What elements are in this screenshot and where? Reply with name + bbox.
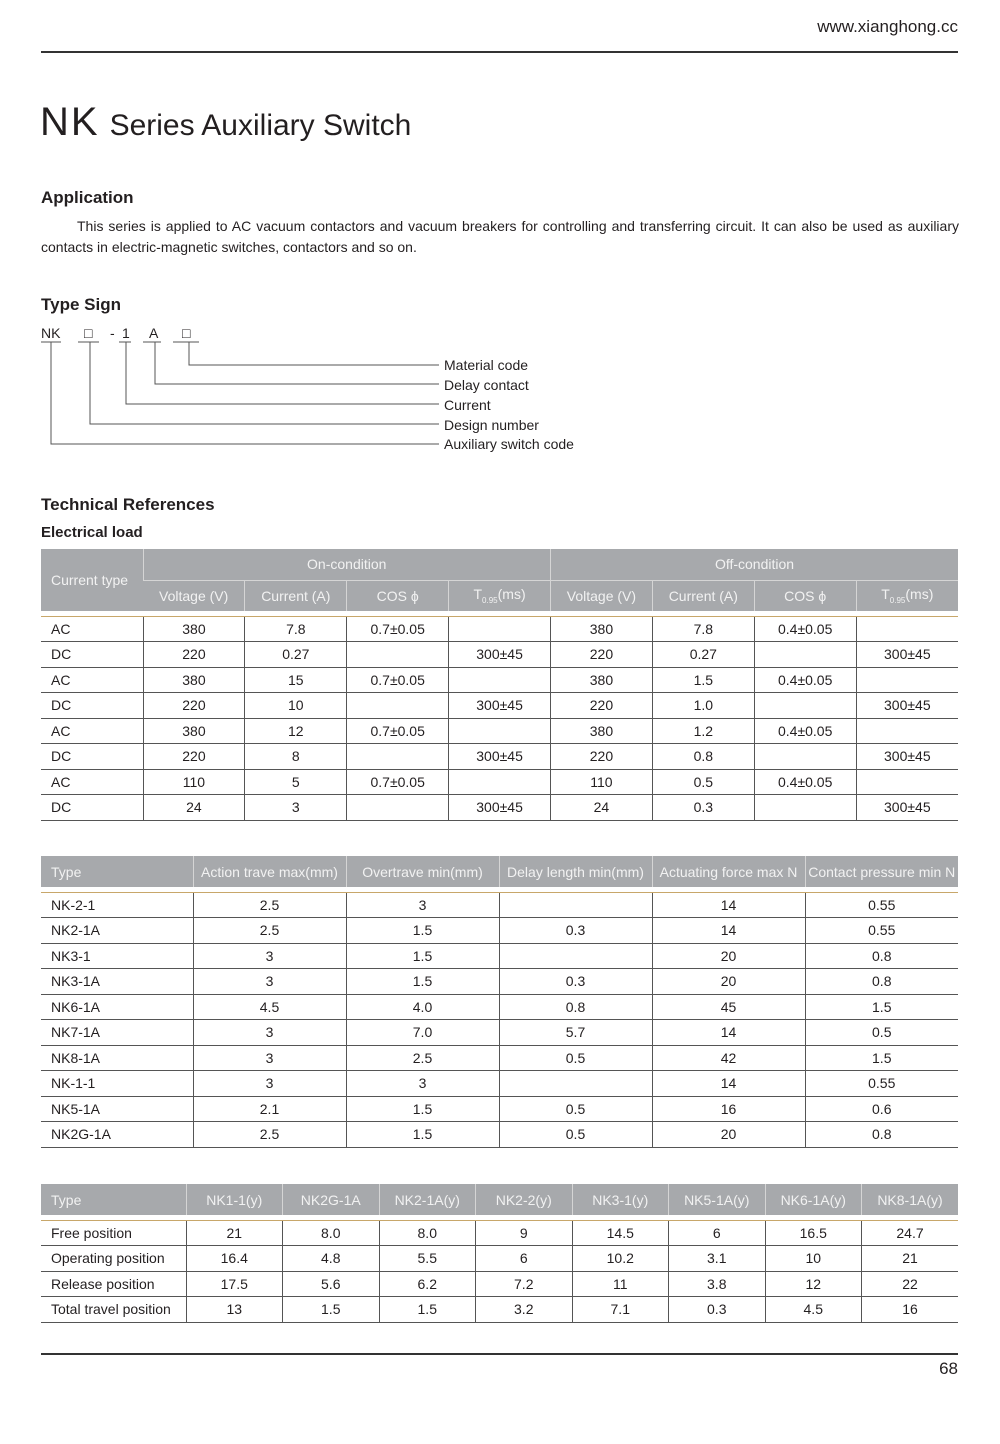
table-row: [41, 918, 958, 944]
table-cell: 10: [245, 693, 347, 719]
table-row: [41, 994, 958, 1020]
electrical-load-heading: Electrical load: [41, 524, 143, 541]
table-cell: 3: [245, 795, 347, 821]
table-cell: NK-1-1: [41, 1071, 193, 1097]
table-cell: 0.3: [669, 1297, 766, 1323]
table-cell: NK3-1A: [41, 969, 193, 995]
table-cell: 2.5: [193, 892, 346, 918]
table-row: [41, 1246, 958, 1272]
column-header: NK8-1A(y): [862, 1184, 959, 1215]
table-cell: 20: [652, 943, 805, 969]
table-cell: AC: [41, 718, 143, 744]
table-cell: 0.5: [652, 769, 754, 795]
table-cell: 0.27: [652, 642, 754, 668]
table-cell: 2.5: [193, 918, 346, 944]
column-header: NK2G-1A: [283, 1184, 380, 1215]
table-cell: AC: [41, 616, 143, 642]
table-row: [41, 1122, 958, 1148]
table-cell: 5.5: [379, 1246, 476, 1272]
table-cell: 20: [652, 969, 805, 995]
table-cell: 4.5: [193, 994, 346, 1020]
table-cell: 0.5: [499, 1122, 652, 1148]
table-row: [41, 1071, 958, 1097]
table-cell: 20: [652, 1122, 805, 1148]
header-off-cos: COS ϕ: [754, 580, 856, 611]
table-row: [41, 744, 958, 770]
header-on-cos: COS ϕ: [347, 580, 449, 611]
table-cell: 3: [193, 1045, 346, 1071]
table-cell: 14: [652, 1020, 805, 1046]
table-cell: 3: [193, 969, 346, 995]
table-row: [41, 769, 958, 795]
column-header: Contact pressure min N: [805, 856, 958, 887]
table-cell: 3: [193, 1071, 346, 1097]
table-cell: DC: [41, 642, 143, 668]
table-cell: 1.5: [346, 969, 499, 995]
header-off-condition: Off-condition: [551, 549, 959, 580]
table-cell: 45: [652, 994, 805, 1020]
column-header: Type: [41, 856, 193, 887]
table-cell: 2.1: [193, 1096, 346, 1122]
table-cell: 6: [476, 1246, 573, 1272]
table-cell: 0.8: [805, 943, 958, 969]
table-cell: 3.1: [669, 1246, 766, 1272]
label-current: Current: [444, 397, 491, 413]
table-cell: 16: [862, 1297, 959, 1323]
electrical-load-table: [41, 549, 958, 821]
type-sign-diagram: [41, 325, 641, 460]
table-cell: [856, 769, 958, 795]
table-cell: 3: [193, 1020, 346, 1046]
table-cell: AC: [41, 667, 143, 693]
table-row: [41, 718, 958, 744]
table-cell: 4.0: [346, 994, 499, 1020]
table-cell: NK2G-1A: [41, 1122, 193, 1148]
table-cell: 1.2: [652, 718, 754, 744]
code-current: 1: [122, 325, 130, 341]
table-cell: 220: [551, 693, 653, 719]
table-row: [41, 693, 958, 719]
table-row: [41, 1271, 958, 1297]
table-cell: 24: [551, 795, 653, 821]
column-header: Delay length min(mm): [499, 856, 652, 887]
table-cell: [449, 667, 551, 693]
header-off-t095: $T_{0.95}(ms)$: [856, 580, 958, 611]
table-cell: 7.8: [652, 616, 754, 642]
table-row: [41, 1297, 958, 1323]
table-cell: 24: [143, 795, 245, 821]
table-cell: 3: [346, 892, 499, 918]
table-cell: [449, 616, 551, 642]
table-cell: 0.55: [805, 892, 958, 918]
table-cell: 0.5: [805, 1020, 958, 1046]
table-cell: 16.5: [765, 1220, 862, 1246]
column-header: NK2-2(y): [476, 1184, 573, 1215]
table-cell: [754, 744, 856, 770]
table-cell: 16.4: [186, 1246, 283, 1272]
code-design-box: □: [84, 325, 93, 341]
code-delay: A: [149, 325, 159, 341]
table-cell: 0.5: [499, 1096, 652, 1122]
bottom-divider: [41, 1353, 958, 1355]
table-cell: [347, 795, 449, 821]
table-cell: 42: [652, 1045, 805, 1071]
table-cell: 2.5: [193, 1122, 346, 1148]
table-cell: 380: [551, 616, 653, 642]
table-cell: 8.0: [379, 1220, 476, 1246]
table-cell: 380: [551, 667, 653, 693]
column-header: Action trave max(mm): [193, 856, 346, 887]
table-cell: 10: [765, 1246, 862, 1272]
type-sign-heading: Type Sign: [41, 295, 121, 314]
page-title: [40, 100, 411, 145]
table-cell: 0.4±0.05: [754, 718, 856, 744]
table-cell: 0.7±0.05: [347, 769, 449, 795]
table-cell: 5: [245, 769, 347, 795]
table-cell: NK3-1: [41, 943, 193, 969]
table-cell: 14: [652, 918, 805, 944]
table-cell: 380: [143, 616, 245, 642]
header-on-current: Current (A): [245, 580, 347, 611]
application-heading: Application: [41, 188, 134, 207]
table-cell: 0.8: [805, 1122, 958, 1148]
top-divider: [41, 51, 958, 53]
table-cell: 220: [143, 744, 245, 770]
label-design-number: Design number: [444, 417, 539, 433]
table-cell: 3.8: [669, 1271, 766, 1297]
table-cell: 11: [572, 1271, 669, 1297]
table-cell: DC: [41, 795, 143, 821]
table-cell: 17.5: [186, 1271, 283, 1297]
table-cell: 300±45: [856, 642, 958, 668]
column-header: Actuating force max N: [652, 856, 805, 887]
table-cell: 13: [186, 1297, 283, 1323]
table-cell: DC: [41, 693, 143, 719]
title-text: Series Auxiliary Switch: [109, 109, 412, 142]
table-cell: 1.5: [346, 1096, 499, 1122]
table-cell: [499, 943, 652, 969]
table-cell: [754, 693, 856, 719]
table-row: [41, 892, 958, 918]
table-cell: 8: [245, 744, 347, 770]
table-row: [41, 1096, 958, 1122]
table-cell: NK6-1A: [41, 994, 193, 1020]
table-cell: 16: [652, 1096, 805, 1122]
table-cell: 220: [551, 642, 653, 668]
table-cell: 1.5: [346, 943, 499, 969]
table-cell: 380: [143, 667, 245, 693]
header-on-condition: On-condition: [143, 549, 551, 580]
table-cell: 9: [476, 1220, 573, 1246]
table-cell: 6.2: [379, 1271, 476, 1297]
header-current-type: Current type: [41, 549, 143, 611]
code-dash: -: [110, 325, 115, 341]
table-row: [41, 1220, 958, 1246]
label-material-code: Material code: [444, 357, 529, 373]
table-cell: 7.1: [572, 1297, 669, 1323]
table-cell: 14.5: [572, 1220, 669, 1246]
table-cell: 12: [245, 718, 347, 744]
table-cell: 220: [551, 744, 653, 770]
table-cell: 0.55: [805, 1071, 958, 1097]
table-row: [41, 969, 958, 995]
table-cell: NK7-1A: [41, 1020, 193, 1046]
table-cell: 22: [862, 1271, 959, 1297]
table-cell: 0.8: [499, 994, 652, 1020]
table-cell: 5.6: [283, 1271, 380, 1297]
table-cell: 7.8: [245, 616, 347, 642]
table-cell: 7.2: [476, 1271, 573, 1297]
table-cell: 380: [551, 718, 653, 744]
table-cell: 21: [186, 1220, 283, 1246]
table-cell: 0.3: [652, 795, 754, 821]
table-cell: 110: [551, 769, 653, 795]
table-cell: 24.7: [862, 1220, 959, 1246]
table-cell: 0.4±0.05: [754, 769, 856, 795]
table-cell: [856, 616, 958, 642]
column-header: NK2-1A(y): [379, 1184, 476, 1215]
table-cell: 21: [862, 1246, 959, 1272]
table-cell: 3.2: [476, 1297, 573, 1323]
table-cell: [499, 892, 652, 918]
table-cell: 12: [765, 1271, 862, 1297]
header-on-voltage: Voltage (V): [143, 580, 245, 611]
table-cell: 1.5: [652, 667, 754, 693]
table-row: [41, 795, 958, 821]
table-cell: 300±45: [449, 693, 551, 719]
table-row: [41, 943, 958, 969]
table-cell: 1.5: [805, 994, 958, 1020]
table-cell: NK5-1A: [41, 1096, 193, 1122]
table-cell: 0.3: [499, 918, 652, 944]
page-number: 68: [939, 1359, 958, 1378]
table-cell: Total travel position: [41, 1297, 186, 1323]
column-header: NK1-1(y): [186, 1184, 283, 1215]
column-header: NK6-1A(y): [765, 1184, 862, 1215]
mechanical-parameters-table: [41, 856, 958, 1148]
table-cell: 380: [143, 718, 245, 744]
table-cell: 3: [346, 1071, 499, 1097]
table-cell: Free position: [41, 1220, 186, 1246]
table-cell: 110: [143, 769, 245, 795]
table-cell: 0.4±0.05: [754, 667, 856, 693]
table-cell: 300±45: [449, 744, 551, 770]
table-cell: 0.3: [499, 969, 652, 995]
table-row: [41, 667, 958, 693]
table-cell: 300±45: [856, 744, 958, 770]
code-nk: NK: [41, 325, 61, 341]
position-table: [41, 1184, 958, 1323]
technical-heading: Technical References: [41, 495, 215, 514]
table-cell: 300±45: [449, 795, 551, 821]
table-cell: 2.5: [346, 1045, 499, 1071]
table-cell: 0.7±0.05: [347, 718, 449, 744]
table-cell: 300±45: [856, 693, 958, 719]
table-cell: 14: [652, 892, 805, 918]
table-cell: 3: [193, 943, 346, 969]
header-off-voltage: Voltage (V): [551, 580, 653, 611]
table-cell: [449, 718, 551, 744]
table-cell: 300±45: [856, 795, 958, 821]
table-cell: 0.55: [805, 918, 958, 944]
table-cell: 4.8: [283, 1246, 380, 1272]
table-cell: 1.5: [379, 1297, 476, 1323]
table-cell: 1.5: [346, 918, 499, 944]
table-cell: 1.5: [283, 1297, 380, 1323]
table-row: [41, 1020, 958, 1046]
table-cell: 1.5: [346, 1122, 499, 1148]
table-cell: NK2-1A: [41, 918, 193, 944]
table-cell: 0.5: [499, 1045, 652, 1071]
table-cell: 0.6: [805, 1096, 958, 1122]
table-cell: [856, 667, 958, 693]
table-row: [41, 642, 958, 668]
table-cell: [499, 1071, 652, 1097]
label-delay-contact: Delay contact: [444, 377, 529, 393]
table-cell: Operating position: [41, 1246, 186, 1272]
table-cell: 220: [143, 693, 245, 719]
table-cell: 15: [245, 667, 347, 693]
table-cell: [347, 693, 449, 719]
table-cell: [347, 642, 449, 668]
title-prefix: NK: [40, 100, 100, 144]
table-cell: AC: [41, 769, 143, 795]
table-cell: 220: [143, 642, 245, 668]
application-text: This series is applied to AC vacuum contactors and vacuum breakers for controlling and transferring circuit. It can also be used as auxiliary contacts in electric-magnetic switches, contactors and so on.: [41, 218, 959, 255]
table-cell: NK8-1A: [41, 1045, 193, 1071]
table-row: [41, 1045, 958, 1071]
table-cell: 300±45: [449, 642, 551, 668]
table-cell: 5.7: [499, 1020, 652, 1046]
table-cell: Release position: [41, 1271, 186, 1297]
label-auxiliary-switch-code: Auxiliary switch code: [444, 436, 574, 452]
header-off-current: Current (A): [652, 580, 754, 611]
column-header: NK5-1A(y): [669, 1184, 766, 1215]
site-url: www.xianghong.cc: [817, 17, 958, 36]
table-cell: 4.5: [765, 1297, 862, 1323]
table-cell: [856, 718, 958, 744]
table-cell: [347, 744, 449, 770]
table-cell: [754, 795, 856, 821]
column-header: Type: [41, 1184, 186, 1215]
table-cell: 8.0: [283, 1220, 380, 1246]
table-cell: 0.7±0.05: [347, 616, 449, 642]
table-cell: 7.0: [346, 1020, 499, 1046]
header-on-t095: $T_{0.95}(ms)$: [449, 580, 551, 611]
table-cell: 14: [652, 1071, 805, 1097]
table-cell: 0.7±0.05: [347, 667, 449, 693]
table-row: [41, 616, 958, 642]
table-cell: DC: [41, 744, 143, 770]
table-cell: 0.8: [652, 744, 754, 770]
table-cell: 0.27: [245, 642, 347, 668]
table-cell: 0.4±0.05: [754, 616, 856, 642]
table-cell: [449, 769, 551, 795]
column-header: NK3-1(y): [572, 1184, 669, 1215]
code-material-box: □: [182, 325, 191, 341]
table-cell: 6: [669, 1220, 766, 1246]
table-cell: [754, 642, 856, 668]
table-cell: NK-2-1: [41, 892, 193, 918]
column-header: Overtrave min(mm): [346, 856, 499, 887]
table-cell: 1.5: [805, 1045, 958, 1071]
table-cell: 1.0: [652, 693, 754, 719]
table-cell: 10.2: [572, 1246, 669, 1272]
table-cell: 0.8: [805, 969, 958, 995]
